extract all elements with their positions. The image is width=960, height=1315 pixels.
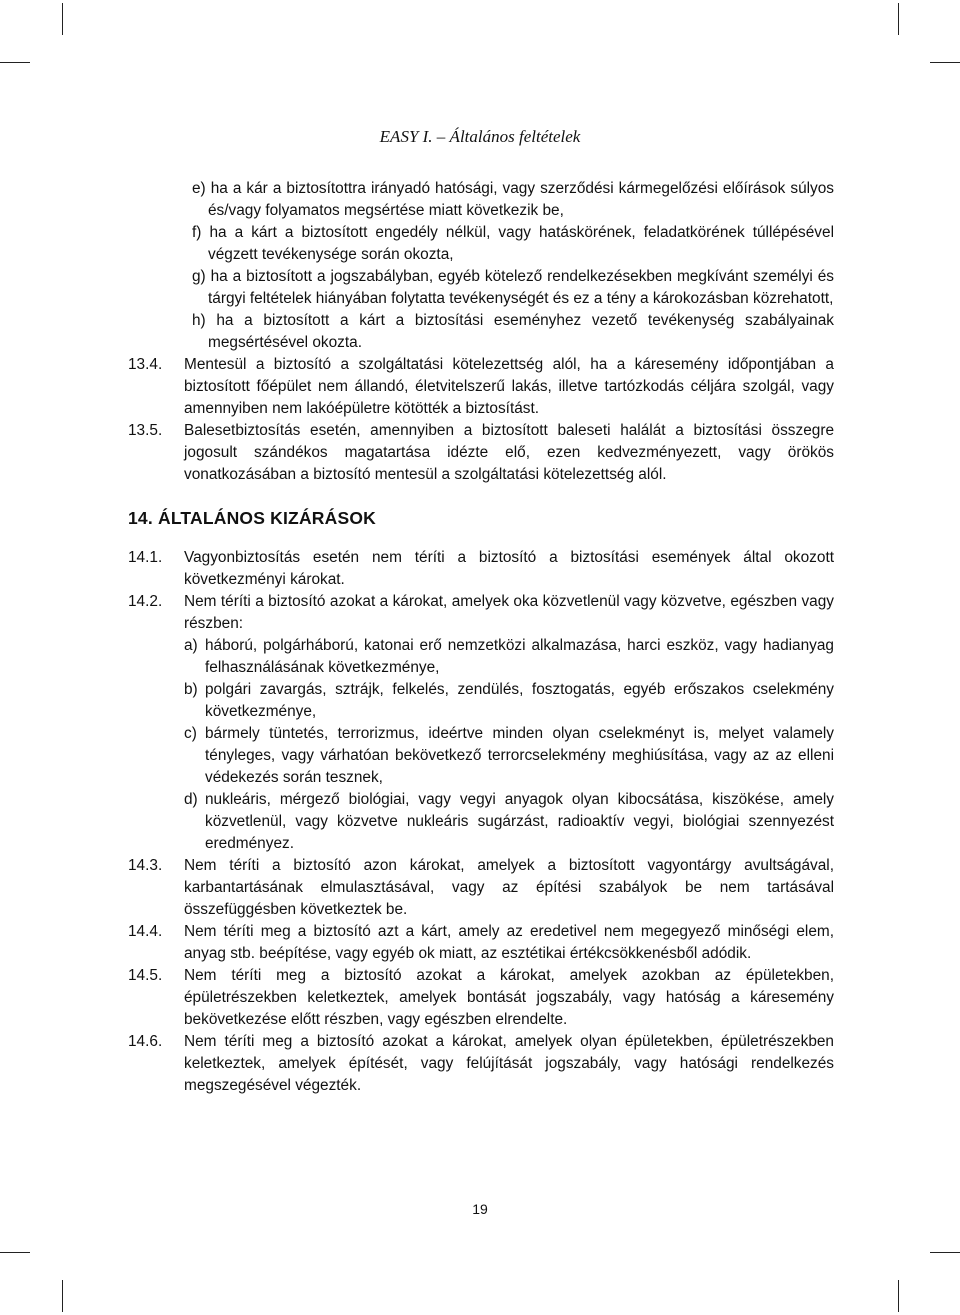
clause-14-4 [128, 921, 834, 965]
sub-item-text: háború, polgárháború, katonai erő nemzetközi alkalmazása, harci eszköz, vagy hadianyag felhasználásának következménye, [205, 637, 834, 676]
clause-text: Vagyonbiztosítás esetén nem téríti a biztosító a biztosítási események által okozott következményi károkat. [184, 549, 834, 588]
sub-item-c [128, 723, 834, 789]
clause-number: 14.4. [128, 923, 163, 940]
crop-mark [898, 3, 899, 35]
crop-mark [0, 62, 30, 63]
clause-text: Nem téríti a biztosító azokat a károkat, amelyek oka közvetlenül vagy közvetve, egészben vagy részben: [184, 593, 834, 632]
crop-mark [930, 1252, 960, 1253]
clause-14-1 [128, 547, 834, 591]
sub-item-text: polgári zavargás, sztrájk, felkelés, zendülés, fosztogatás, egyéb erőszakos cselekmény következménye, [205, 681, 834, 720]
crop-mark [898, 1280, 899, 1312]
crop-mark [930, 62, 960, 63]
clause-number: 14.5. [128, 967, 163, 984]
clause-number: 14.1. [128, 549, 163, 566]
sub-item-text: bármely tüntetés, terrorizmus, ideértve minden olyan cselekményt is, melyet valamely tényleges, vagy várhatóan bekövetkező terrorcselekmény meghiúsítása, vagy az az elleni védekezés során tesznek, [205, 725, 834, 786]
clause-text: Nem téríti meg a biztosító azokat a károkat, amelyek azokban az épületekben, épületrészekben keletkeztek, amelyek bontását jogszabály, vagy hatóság a káresemény bekövetkezése előtt részben, vagy egészben elrendelte. [184, 967, 834, 1028]
clause-number: 14.3. [128, 857, 163, 874]
sub-item-b [128, 679, 834, 723]
clause-number: 14.2. [128, 593, 163, 610]
main-content [128, 178, 834, 1097]
sub-item-text: nukleáris, mérgező biológiai, vagy vegyi anyagok olyan kibocsátása, kiszökése, amely közvetlenül, vagy közvetve nukleáris sugárzást, radioaktív vegyi, biológiai szennyezést eredményez. [205, 791, 834, 852]
clause-number: 13.5. [128, 422, 163, 439]
clause-13-4 [128, 354, 834, 420]
clause-text: Nem téríti meg a biztosító azokat a károkat, amelyek olyan épületekben, épületrészekben keletkeztek, amelyek építését, vagy felújítását jogszabály, vagy hatósági rendelkezés megszegésével végezték. [184, 1033, 834, 1094]
clause-number: 13.4. [128, 356, 163, 373]
sub-item-label: a) [184, 637, 198, 654]
section-heading: 14. ÁLTALÁNOS KIZÁRÁSOK [128, 508, 376, 528]
page-header: EASY I. – Általános feltételek [379, 127, 581, 146]
sub-item-label: c) [184, 725, 197, 742]
sub-item-label: d) [184, 791, 198, 808]
clause-text: Nem téríti meg a biztosító azt a kárt, amely az eredetivel nem megegyező minőségi elem, anyag stb. beépítése, vagy egyéb ok miatt, az esztétikai értékcsökkenésből adódik. [184, 923, 834, 962]
list-item-h: h) ha a biztosított a kárt a biztosítási eseményhez vezető tevékenység szabályainak megsértésével okozta. [192, 312, 834, 351]
clause-text: Mentesül a biztosító a szolgáltatási kötelezettség alól, ha a káresemény időpontjában a biztosított főépület nem állandó, életvitelszerű lakás, illetve tartózkodás céljára szolgál, vagy amennyiben nem lakóépületre kötötték a biztosítást. [184, 356, 834, 417]
clause-14-5 [128, 965, 834, 1031]
crop-mark [62, 3, 63, 35]
clause-14-2 [128, 591, 834, 635]
page-number: 19 [472, 1201, 488, 1217]
sub-item-a [128, 635, 834, 679]
clause-text: Nem téríti a biztosító azon károkat, amelyek a biztosított vagyontárgy avultságával, karbantartásának elmulasztásával, vagy az építési szabályok be nem tartásával összefüggésben következtek be. [184, 857, 834, 918]
list-item-g: g) ha a biztosított a jogszabályban, egyéb kötelező rendelkezésekben megkívánt személyi és tárgyi feltételek hiányában folytatta tevékenységét és ez a tény a károkozásban közrehatott, [192, 268, 834, 307]
clause-14-6 [128, 1031, 834, 1097]
sub-item-label: b) [184, 681, 198, 698]
sub-item-d [128, 789, 834, 855]
list-item-e: e) ha a kár a biztosítottra irányadó hatósági, vagy szerződési kármegelőzési előírások súlyos és/vagy folyamatos megsértése miatt következik be, [192, 180, 834, 219]
clause-number: 14.6. [128, 1033, 163, 1050]
crop-mark [62, 1280, 63, 1312]
crop-mark [0, 1252, 30, 1253]
clause-text: Balesetbiztosítás esetén, amennyiben a biztosított baleseti halálát a biztosítási összegre jogosult szándékos magatartása idézte elő, ezen kedvezményezett, vagy örökös vonatkozásában a biztosító mentesül a szolgáltatási kötelezettség alól. [184, 422, 834, 483]
clause-13-5 [128, 420, 834, 486]
clause-14-3 [128, 855, 834, 921]
list-item-f: f) ha a kárt a biztosított engedély nélkül, vagy hatáskörének, feladatkörének túllépésével végzett tevékenysége során okozta, [192, 224, 834, 263]
